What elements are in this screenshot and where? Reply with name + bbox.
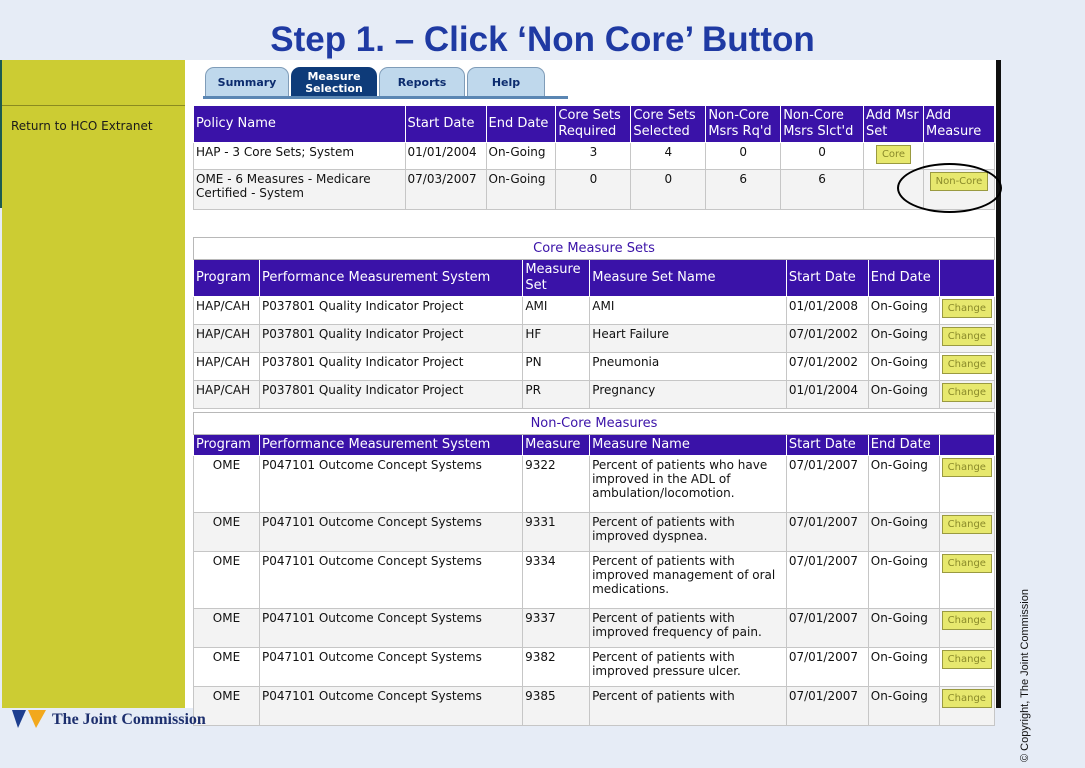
start-date: 01/01/2004 [786, 381, 868, 409]
action-cell [939, 609, 994, 648]
copyright-text: © Copyright, The Joint Commission [1019, 589, 1031, 762]
measure-set: PN [523, 353, 590, 381]
logo-text: The Joint Commission [52, 711, 206, 728]
start-date: 01/01/2004 [405, 143, 486, 170]
policy-table [193, 105, 995, 210]
col-header [939, 260, 994, 297]
core-sets-selected: 0 [631, 170, 706, 210]
table-row [194, 381, 995, 409]
col-header: Program [194, 260, 260, 297]
core-button[interactable]: Core [876, 145, 911, 164]
end-date: On-Going [868, 552, 939, 609]
tab-reports[interactable]: Reports [379, 67, 465, 97]
program: OME [194, 513, 260, 552]
section-title: Non-Core Measures [194, 413, 995, 435]
pms: P047101 Outcome Concept Systems [259, 456, 522, 513]
col-header: Core Sets Selected [631, 106, 706, 143]
start-date: 07/01/2007 [786, 456, 868, 513]
pms: P047101 Outcome Concept Systems [259, 513, 522, 552]
col-header: Start Date [786, 260, 868, 297]
col-header: Performance Measurement System [259, 435, 522, 456]
measure-name: Percent of patients with improved frequency of pain. [590, 609, 787, 648]
col-header: Measure Name [590, 435, 787, 456]
action-cell [939, 648, 994, 687]
pms: P047101 Outcome Concept Systems [259, 552, 522, 609]
col-header: Add Measure [923, 106, 994, 143]
measure-set-name: Pregnancy [590, 381, 787, 409]
end-date: On-Going [868, 648, 939, 687]
program: HAP/CAH [194, 381, 260, 409]
joint-commission-logo-icon [12, 710, 48, 730]
slide-title: Step 1. – Click ‘Non Core’ Button [270, 20, 815, 59]
section-title: Core Measure Sets [194, 238, 995, 260]
change-button[interactable]: Change [942, 650, 992, 669]
table-row [194, 609, 995, 648]
change-button[interactable]: Change [942, 458, 992, 477]
core-sets-selected: 4 [631, 143, 706, 170]
program: OME [194, 609, 260, 648]
action-cell [939, 353, 994, 381]
pms: P047101 Outcome Concept Systems [259, 687, 522, 726]
pms: P037801 Quality Indicator Project [259, 381, 522, 409]
col-header: Non-Core Msrs Rq'd [706, 106, 781, 143]
measure-name: Percent of patients who have improved in the ADL of ambulation/locomotion. [590, 456, 787, 513]
noncore-selected: 6 [781, 170, 864, 210]
start-date: 01/01/2008 [786, 297, 868, 325]
measure-set-name: Pneumonia [590, 353, 787, 381]
col-header: Policy Name [194, 106, 406, 143]
col-header: End Date [486, 106, 556, 143]
measure-id: 9382 [523, 648, 590, 687]
end-date: On-Going [868, 353, 939, 381]
table-row [194, 456, 995, 513]
action-cell [939, 456, 994, 513]
change-button[interactable]: Change [942, 554, 992, 573]
start-date: 07/01/2002 [786, 353, 868, 381]
start-date: 07/01/2007 [786, 648, 868, 687]
pms: P037801 Quality Indicator Project [259, 297, 522, 325]
end-date: On-Going [868, 609, 939, 648]
end-date: On-Going [486, 170, 556, 210]
change-button[interactable]: Change [942, 355, 992, 374]
policy-name: HAP - 3 Core Sets; System [194, 143, 406, 170]
sidebar [2, 60, 185, 708]
tab-measure-selection[interactable]: Measure Selection [291, 67, 377, 97]
start-date: 07/01/2002 [786, 325, 868, 353]
col-header: End Date [868, 260, 939, 297]
table-row [194, 687, 995, 726]
measure-name: Percent of patients with improved dyspnea. [590, 513, 787, 552]
highlight-circle [897, 163, 1002, 213]
pms: P047101 Outcome Concept Systems [259, 648, 522, 687]
core-sets-required: 0 [556, 170, 631, 210]
end-date: On-Going [868, 456, 939, 513]
start-date: 07/01/2007 [786, 609, 868, 648]
measure-name: Percent of patients with improved management of oral medications. [590, 552, 787, 609]
change-button[interactable]: Change [942, 327, 992, 346]
col-header: Measure Set [523, 260, 590, 297]
table-row [194, 648, 995, 687]
table-row [194, 297, 995, 325]
end-date: On-Going [486, 143, 556, 170]
noncore-required: 0 [706, 143, 781, 170]
pms: P037801 Quality Indicator Project [259, 325, 522, 353]
table-row [194, 170, 995, 210]
end-date: On-Going [868, 687, 939, 726]
table-row [194, 513, 995, 552]
end-date: On-Going [868, 325, 939, 353]
start-date: 07/01/2007 [786, 687, 868, 726]
table-row [194, 143, 995, 170]
change-button[interactable]: Change [942, 689, 992, 708]
noncore-required: 6 [706, 170, 781, 210]
end-date: On-Going [868, 381, 939, 409]
measure-id: 9337 [523, 609, 590, 648]
change-button[interactable]: Change [942, 383, 992, 402]
non-core-measures-table [193, 412, 995, 726]
action-cell [939, 513, 994, 552]
change-button[interactable]: Change [942, 611, 992, 630]
change-button[interactable]: Change [942, 515, 992, 534]
table-row [194, 353, 995, 381]
col-header [939, 435, 994, 456]
core-sets-required: 3 [556, 143, 631, 170]
end-date: On-Going [868, 513, 939, 552]
window-edge [996, 60, 1001, 708]
measure-set-name: Heart Failure [590, 325, 787, 353]
col-header: Performance Measurement System [259, 260, 522, 297]
footer-logo [12, 710, 206, 730]
measure-set: PR [523, 381, 590, 409]
col-header: Core Sets Required [556, 106, 631, 143]
col-header: Start Date [405, 106, 486, 143]
col-header: Add Msr Set [864, 106, 924, 143]
sidebar-divider [2, 105, 185, 106]
program: HAP/CAH [194, 325, 260, 353]
program: OME [194, 456, 260, 513]
measure-id: 9334 [523, 552, 590, 609]
col-header: Program [194, 435, 260, 456]
tab-help[interactable]: Help [467, 67, 545, 97]
action-cell [939, 325, 994, 353]
measure-id: 9331 [523, 513, 590, 552]
change-button[interactable]: Change [942, 299, 992, 318]
measure-name: Percent of patients with [590, 687, 787, 726]
action-cell [939, 381, 994, 409]
measure-id: 9385 [523, 687, 590, 726]
col-header: Measure [523, 435, 590, 456]
table-row [194, 325, 995, 353]
start-date: 07/03/2007 [405, 170, 486, 210]
action-cell [939, 297, 994, 325]
col-header: End Date [868, 435, 939, 456]
core-measure-sets-table [193, 237, 995, 409]
start-date: 07/01/2007 [786, 513, 868, 552]
program: OME [194, 552, 260, 609]
action-cell [939, 687, 994, 726]
add-msr-set-cell [864, 143, 924, 170]
pms: P037801 Quality Indicator Project [259, 353, 522, 381]
program: OME [194, 687, 260, 726]
tab-bar-baseline [203, 96, 568, 99]
col-header: Start Date [786, 435, 868, 456]
end-date: On-Going [868, 297, 939, 325]
non-core-button[interactable]: Non-Core [930, 172, 989, 191]
measure-set: HF [523, 325, 590, 353]
app-window [185, 60, 996, 708]
measure-set: AMI [523, 297, 590, 325]
program: OME [194, 648, 260, 687]
program: HAP/CAH [194, 297, 260, 325]
pms: P047101 Outcome Concept Systems [259, 609, 522, 648]
tab-summary[interactable]: Summary [205, 67, 289, 97]
return-to-hco-link[interactable]: Return to HCO Extranet [11, 119, 153, 133]
measure-id: 9322 [523, 456, 590, 513]
action-cell [939, 552, 994, 609]
measure-set-name: AMI [590, 297, 787, 325]
noncore-selected: 0 [781, 143, 864, 170]
measure-name: Percent of patients with improved pressure ulcer. [590, 648, 787, 687]
program: HAP/CAH [194, 353, 260, 381]
policy-name: OME - 6 Measures - Medicare Certified - System [194, 170, 406, 210]
start-date: 07/01/2007 [786, 552, 868, 609]
col-header: Non-Core Msrs Slct'd [781, 106, 864, 143]
table-row [194, 552, 995, 609]
col-header: Measure Set Name [590, 260, 787, 297]
